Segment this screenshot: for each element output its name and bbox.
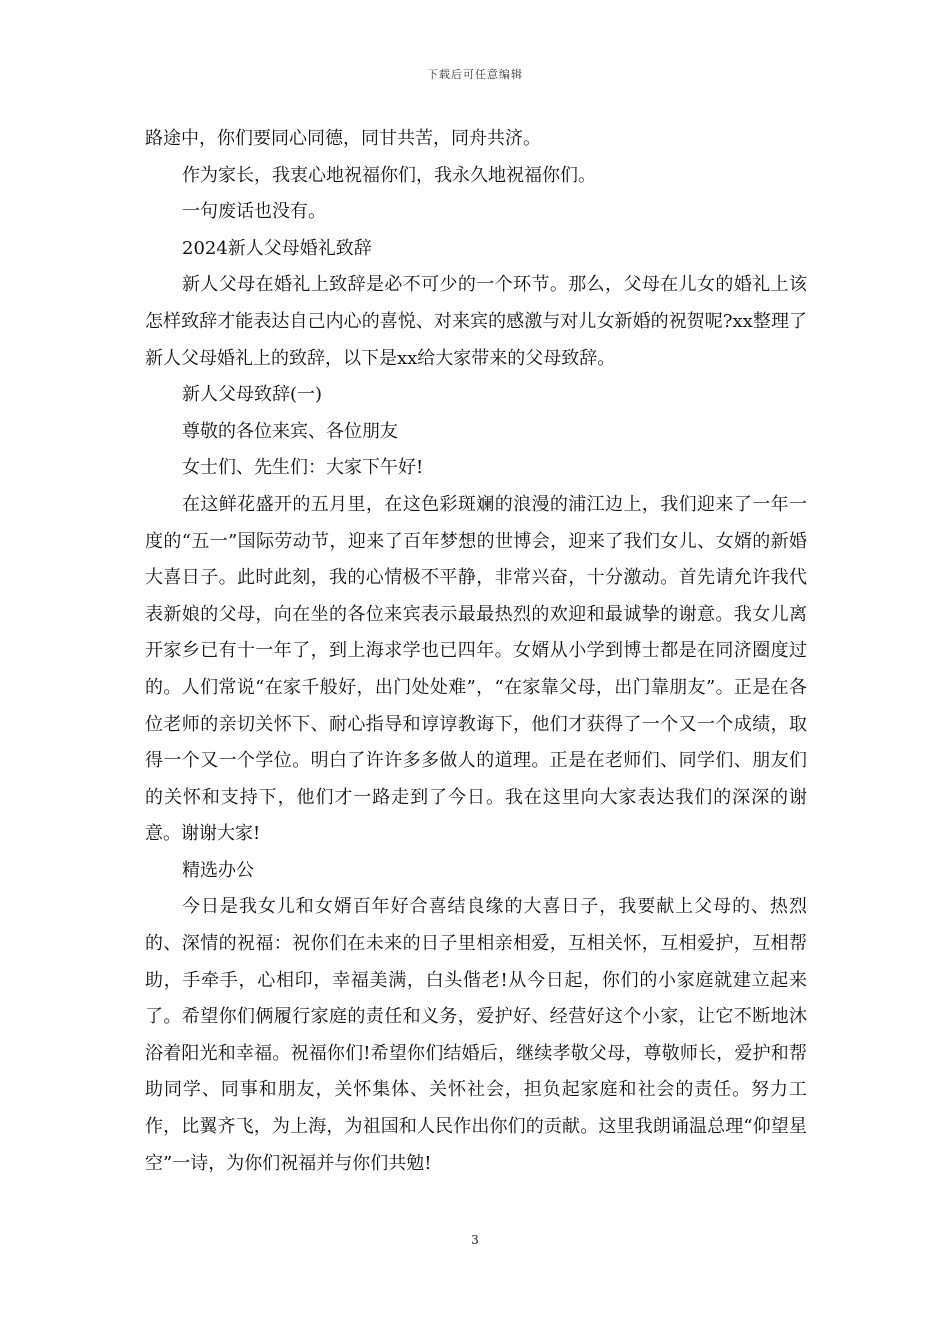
- paragraph-intro: 新人父母在婚礼上致辞是必不可少的一个环节。那么，父母在儿女的婚礼上该怎样致辞才能表达自己内心的喜悦、对来宾的感激与对儿女新婚的祝贺呢?xx整理了新人父母婚礼上的致辞，以下是xx给大家带来的父母致辞。: [145, 274, 807, 369]
- paragraph-label: 精选办公: [182, 859, 254, 881]
- document-body: [145, 121, 807, 1182]
- page-number: 3: [471, 1233, 479, 1247]
- paragraph-remark: 一句废话也没有。: [182, 201, 326, 223]
- paragraph-speech-2: 今日是我女儿和女婿百年好合喜结良缘的大喜日子，我要献上父母的、热烈的、深情的祝福：祝你们在未来的日子里相亲相爱，互相关怀，互相爱护，互相帮助，手牵手，心相印，幸福美满，白头偕老!从今日起，你们的小家庭就建立起来了。希望你们俩履行家庭的责任和义务，爱护好、经营好这个小家，让它不断地沐浴着阳光和幸福。祝福你们!希望你们结婚后，继续孝敬父母，尊敬师长，爱护和帮助同学、同事和朋友，关怀集体、关怀社会，担负起家庭和社会的责任。努力工作，比翼齐飞，为上海，为祖国和人民作出你们的贡献。这里我朗诵温总理“仰望星空”一诗，为你们祝福并与你们共勉!: [145, 896, 807, 1174]
- paragraph-continuation: 路途中，你们要同心同德，同甘共苦，同舟共济。: [145, 128, 541, 149]
- paragraph-speech-1: 在这鲜花盛开的五月里，在这色彩斑斓的浪漫的浦江边上，我们迎来了一年一度的“五一”国际劳动节，迎来了百年梦想的世博会，迎来了我们女儿、女婿的新婚大喜日子。此时此刻，我的心情极不平静，非常兴奋，十分激动。首先请允许我代表新娘的父母，向在坐的各位来宾表示最最热烈的欢迎和最诚挚的谢意。我女儿离开家乡已有十一年了，到上海求学也已四年。女婿从小学到博士都是在同济圈度过的。人们常说“在家千般好，出门处处难”，“在家靠父母，出门靠朋友”。正是在各位老师的亲切关怀下、耐心指导和谆谆教诲下，他们才获得了一个又一个成绩，取得一个又一个学位。明白了许许多多做人的道理。正是在老师们、同学们、朋友们的关怀和支持下，他们才一路走到了今日。我在这里向大家表达我们的深深的谢意。谢谢大家!: [145, 493, 807, 845]
- subsection-title: 新人父母致辞(一): [182, 384, 323, 406]
- section-title: 2024新人父母婚礼致辞: [182, 237, 372, 259]
- paragraph-blessing: 作为家长，我衷心地祝福你们，我永久地祝福你们。: [182, 164, 596, 186]
- salutation-guests: 尊敬的各位来宾、各位朋友: [182, 420, 398, 442]
- salutation-greeting: 女士们、先生们：大家下午好!: [182, 457, 424, 479]
- page-header: 下载后可任意编辑: [427, 68, 523, 81]
